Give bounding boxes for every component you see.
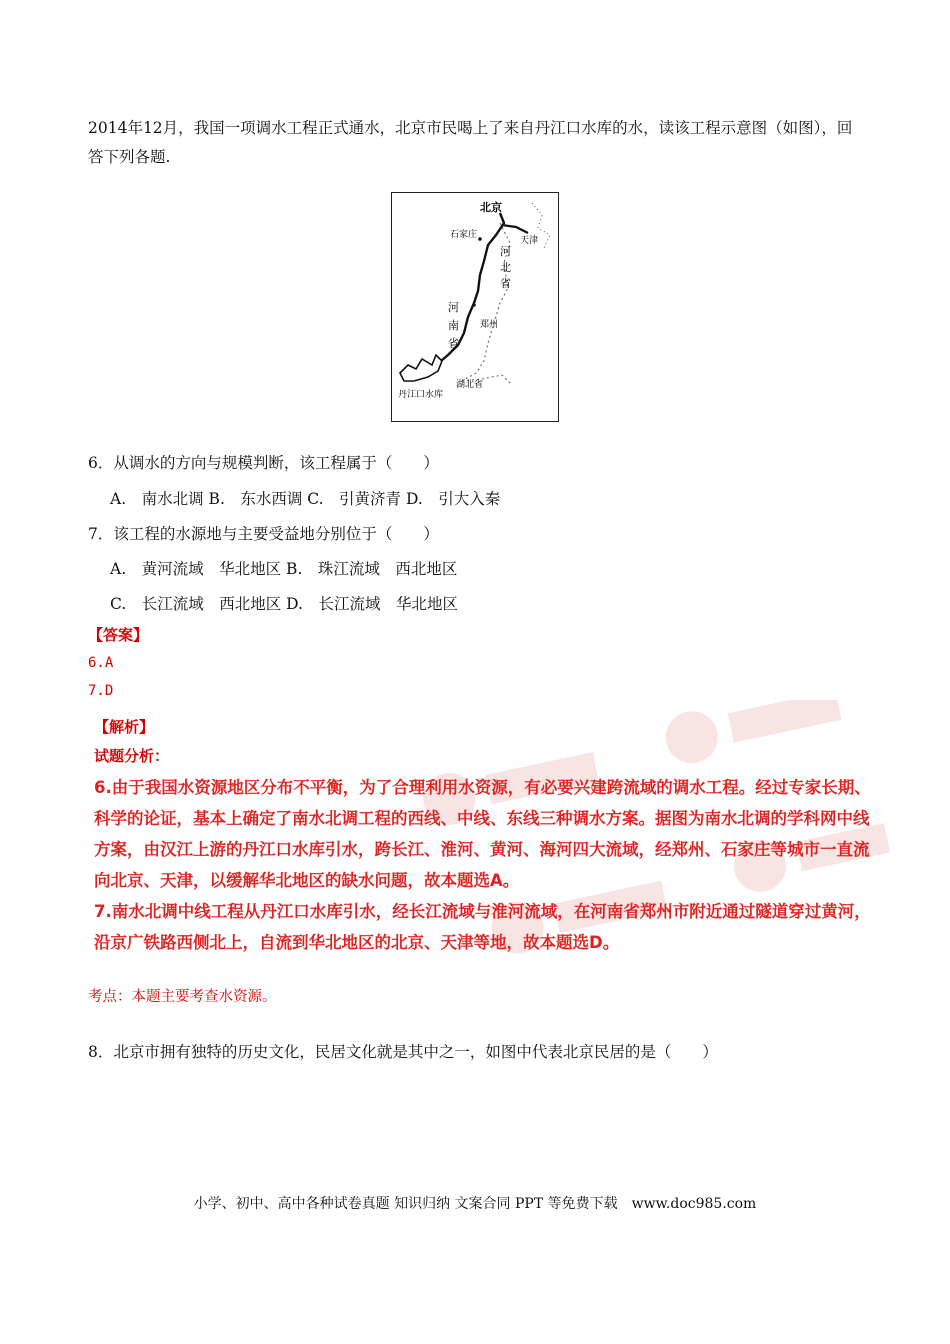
analysis-tag: 【解析】: [94, 718, 155, 736]
zhengzhou-dot: [472, 303, 476, 307]
label-zhengzhou: 郑州: [480, 320, 499, 330]
label-henan-1: 河: [448, 301, 459, 314]
watermark-band-2: [728, 700, 842, 743]
tianjin-branch: [502, 225, 528, 233]
water-project-map: [391, 192, 559, 422]
page-footer: 小学、初中、高中各种试卷真题 知识归纳 文案合同 PPT 等免费下载 www.doc985.com: [193, 1196, 757, 1212]
label-hebei-2: 北: [500, 261, 511, 274]
answer-6: 6.A: [88, 655, 114, 671]
analysis-paragraph-6: 6.由于我国水资源地区分布不平衡，为了合理利用水资源，有必要兴建跨流域的调水工程。经过专家长期、科学的论证，基本上确定了南水北调工程的西线、中线、东线三种调水方案。据图为南水北调的学科网中线方案，由汉江上游的丹江口水库引水，跨长江、淮河、黄河、海河四大流域，经郑州、石家庄等城市一直流向北京、天津，以缓解华北地区的缺水问题，故本题选A。: [94, 778, 871, 890]
label-hebei-1: 河: [500, 245, 511, 258]
question-8-stem: 8．北京市拥有独特的历史文化，民居文化就是其中之一，如图中代表北京民居的是（ ）: [88, 1043, 718, 1061]
analysis-paragraph-7: 7.南水北调中线工程从丹江口水库引水，经长江流域与淮河流域，在河南省郑州市附近通过隧道穿过黄河，沿京广铁路西侧北上，自流到华北地区的北京、天津等地，故本题选D。: [94, 902, 871, 952]
label-henan-2: 南: [448, 319, 459, 332]
label-tianjin: 天津: [520, 236, 539, 246]
analysis-body: [94, 772, 884, 958]
answer-7: 7.D: [88, 683, 114, 699]
answer-tag: 【答案】: [88, 626, 149, 644]
question-7-stem: 7．该工程的水源地与主要受益地分别位于（ ）: [88, 525, 439, 543]
question-6-stem: 6．从调水的方向与规模判断，该工程属于（ ）: [88, 454, 439, 472]
question-7-options-1: A. 黄河流域 华北地区 B. 珠江流域 西北地区: [110, 560, 458, 578]
question-6-options: A. 南水北调 B. 东水西调 C. 引黄济青 D. 引大入秦: [110, 490, 501, 508]
label-hebei-3: 省: [500, 277, 511, 290]
route-map-figure: [392, 193, 558, 421]
analysis-subtitle: 试题分析：: [94, 747, 170, 765]
shijiazhuang-dot: [478, 237, 482, 241]
label-henan-3: 省: [448, 337, 459, 350]
label-shijiazhuang: 石家庄: [450, 230, 478, 240]
label-hubei: 湖北省: [456, 380, 484, 390]
watermark-seal-2: [661, 706, 723, 768]
question-7-options-2: C. 长江流域 西北地区 D. 长江流域 华北地区: [110, 595, 458, 613]
kaodian-note: 考点：本题主要考查水资源。: [88, 989, 277, 1005]
reservoir-shape: [400, 355, 442, 381]
intro-paragraph: 2014年12月，我国一项调水工程正式通水，北京市民喝上了来自丹江口水库的水，读该工程示意图（如图），回答下列各题.: [88, 119, 853, 166]
label-danjiangkou: 丹江口水库: [398, 390, 444, 400]
label-beijing: 北京: [480, 201, 502, 214]
